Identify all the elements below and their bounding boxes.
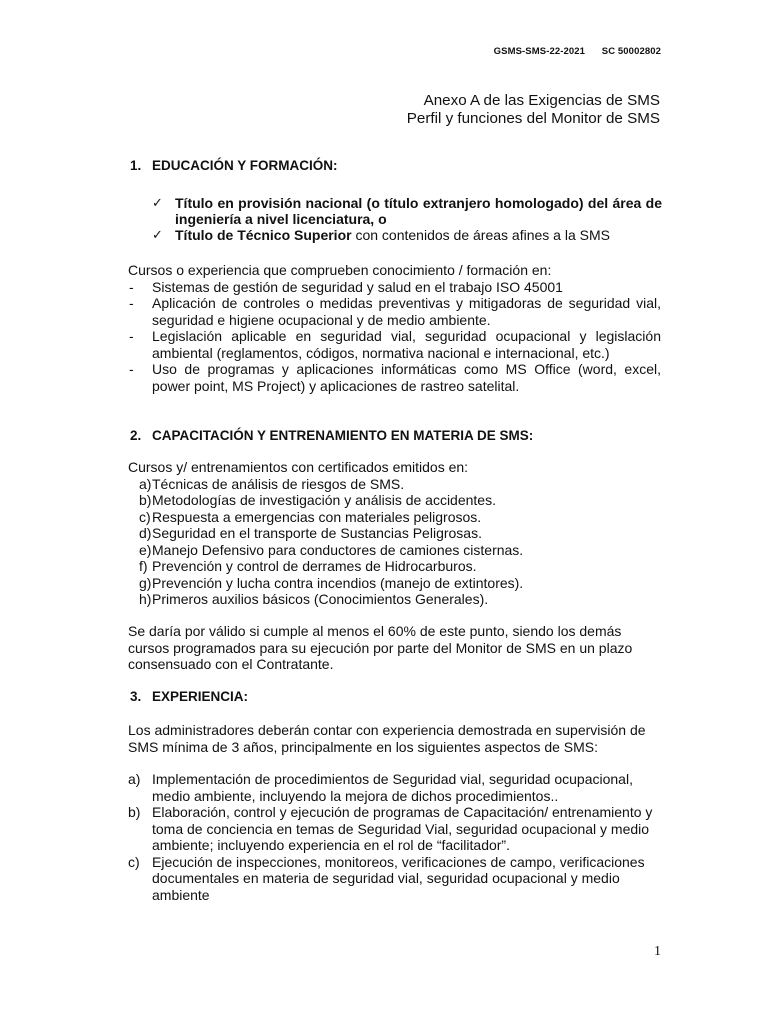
paragraph: Los administradores deberán contar con experiencia demostrada en supervisión de SMS mínima de 3 años, principalmente en los siguientes aspectos de SMS:	[128, 722, 646, 755]
section-title: EXPERIENCIA:	[152, 689, 249, 704]
list-item: b) Metodologías de investigación y análisis de accidentes.	[139, 492, 496, 508]
list-item: d) Seguridad en el transporte de Sustancias Peligrosas.	[139, 525, 482, 541]
paragraph: Cursos o experiencia que comprueben conocimiento / formación en:	[128, 262, 552, 278]
section-3-intro	[128, 722, 661, 755]
list-item: c) Respuesta a emergencias con materiales peligrosos.	[139, 508, 482, 525]
section-1-heading	[130, 158, 338, 173]
list-item: e) Manejo Defensivo para conductores de camiones cisternas.	[139, 541, 524, 558]
sc-number: SC 50002802	[601, 46, 661, 57]
annex-line-1: Anexo A de las Exigencias de SMS	[423, 92, 660, 109]
check-item: ✓ Título en provisión nacional (o título extranjero homologado) del área de ingeniería a nivel licenciatura, o	[152, 195, 662, 227]
checkmark-icon: ✓	[152, 195, 163, 210]
list-item: a) Técnicas de análisis de riesgos de SMS.	[139, 475, 405, 492]
qualification-checklist	[152, 195, 662, 243]
section-2-heading	[130, 428, 533, 443]
checkmark-icon: ✓	[152, 227, 163, 242]
list-item: h) Primeros auxilios básicos (Conocimientos Generales).	[139, 591, 489, 607]
page-number: 1	[654, 944, 661, 959]
section-title: EDUCACIÓN Y FORMACIÓN:	[152, 158, 338, 173]
list-item: - Aplicación de controles o medidas preventivas y mitigadoras de seguridad vial, seguridad e higiene ocupacional y de medio ambiente.	[129, 295, 661, 328]
list-item: - Uso de programas y aplicaciones informáticas como MS Office (word, excel, power point, MS Project) y aplicaciones de rastreo satelital.	[129, 361, 661, 394]
section-number: 2.	[130, 428, 142, 443]
section-title: CAPACITACIÓN Y ENTRENAMIENTO EN MATERIA DE SMS:	[152, 428, 534, 443]
check-item: ✓ Título de Técnico Superior con contenidos de áreas afines a la SMS	[152, 227, 610, 243]
list-item: - Legislación aplicable en seguridad vial, seguridad ocupacional y legislación ambiental (reglamentos, códigos, normativa nacional e internacional, etc.)	[129, 328, 661, 361]
document-code: GSMS-SMS-22-2021	[493, 46, 586, 57]
list-item: a) Implementación de procedimientos de Seguridad vial, seguridad ocupacional, medio ambiente, incluyendo la mejora de dichos procedimientos..	[128, 771, 633, 804]
section-number: 1.	[130, 158, 142, 173]
list-item: g) Prevención y lucha contra incendios (manejo de extintores).	[139, 574, 524, 591]
list-item: f) Prevención y control de derrames de Hidrocarburos.	[139, 558, 477, 574]
section-2-courses	[128, 459, 661, 608]
course-list	[128, 476, 661, 608]
paragraph: Se daría por válido si cumple al menos el 60% de este punto, siendo los demás cursos programados para su ejecución por parte del Monitor de SMS en un plazo consensuado con el Contratante.	[128, 623, 633, 672]
document-reference	[494, 46, 661, 57]
section-3-heading	[130, 689, 248, 704]
annex-title	[407, 92, 660, 128]
section-2-note	[128, 623, 661, 673]
paragraph: Cursos y/ entrenamientos con certificados emitidos en:	[128, 459, 469, 475]
experience-list	[128, 771, 661, 903]
section-number: 3.	[130, 689, 142, 704]
annex-line-2: Perfil y funciones del Monitor de SMS	[406, 110, 660, 127]
requirement-list	[128, 279, 661, 395]
list-item: b) Elaboración, control y ejecución de programas de Capacitación/ entrenamiento y toma de conciencia en temas de Seguridad Vial, seguridad ocupacional y medio ambiente; incluyendo experiencia en el rol de “facilitador”.	[128, 804, 653, 853]
list-item: c) Ejecución de inspecciones, monitoreos, verificaciones de campo, verificaciones documentales en materia de seguridad vial, seguridad ocupacional y medio ambiente	[128, 853, 645, 903]
list-item: - Sistemas de gestión de seguridad y salud en el trabajo ISO 45001	[129, 278, 563, 295]
section-1-requirements	[128, 262, 661, 394]
